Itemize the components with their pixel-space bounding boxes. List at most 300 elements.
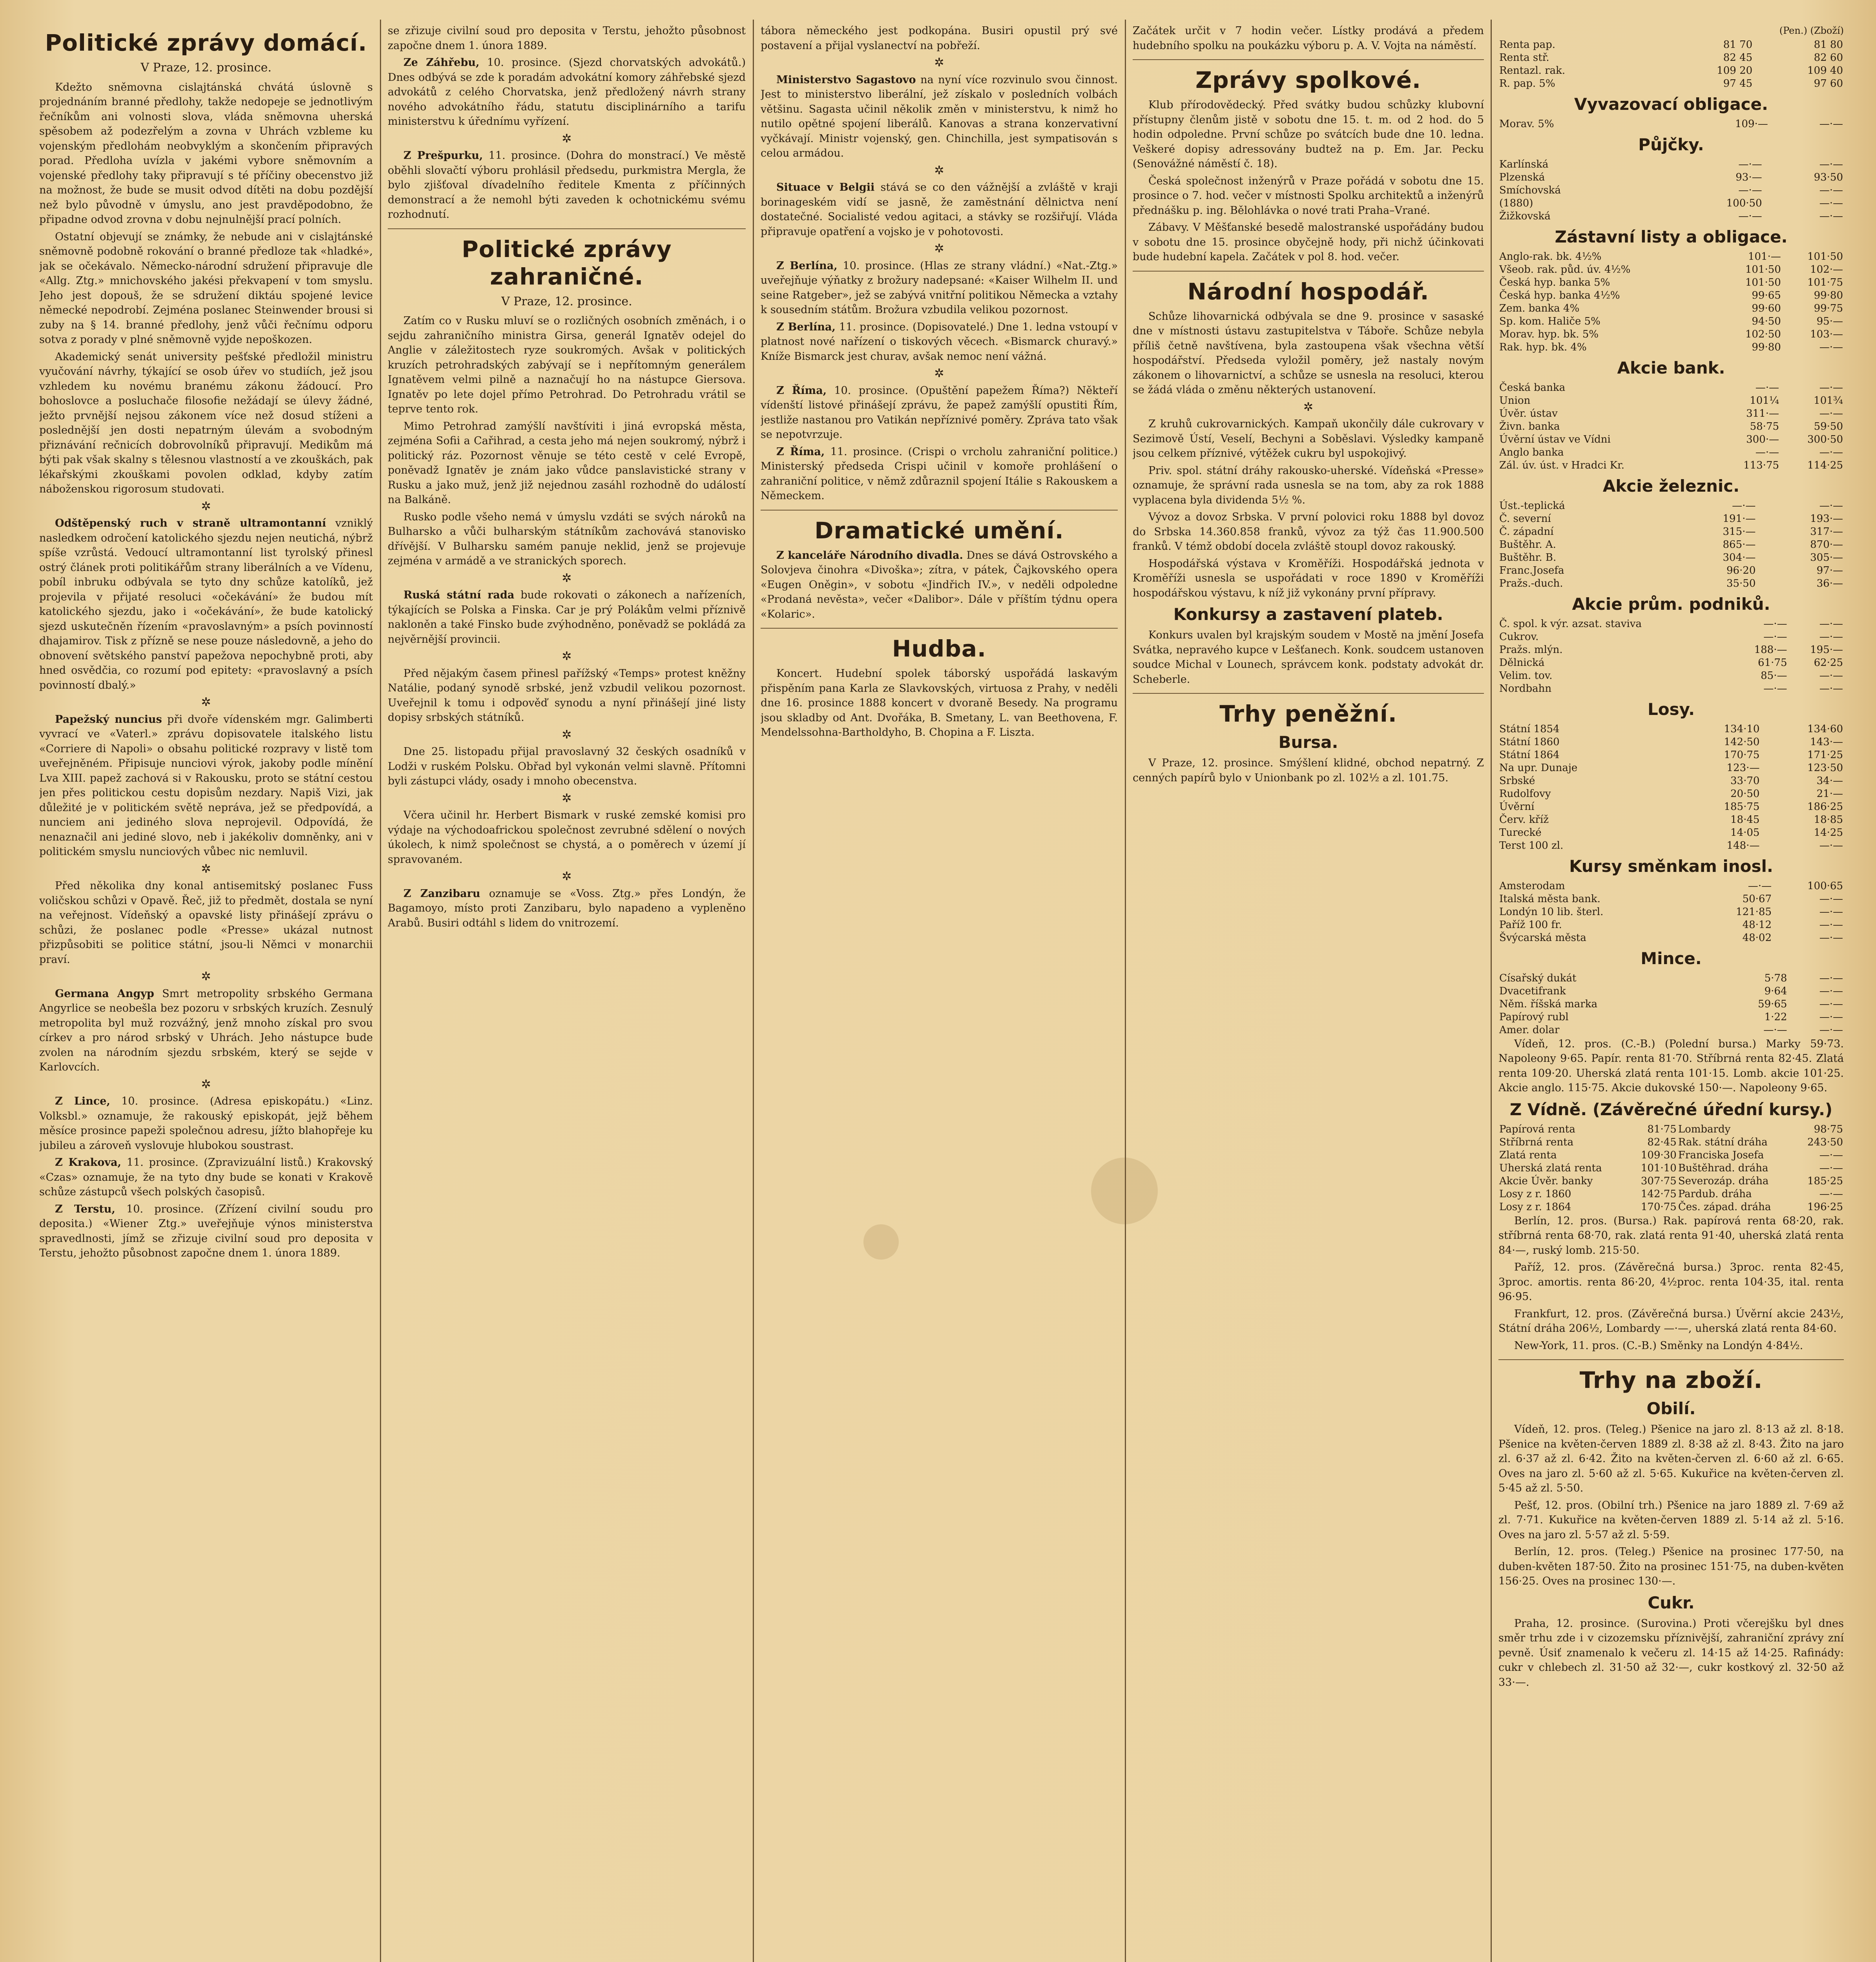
- rate-value: —·—: [1763, 631, 1787, 643]
- security-name: Morav. hyp. bk. 5%: [1499, 328, 1599, 340]
- rate-value: —·—: [1755, 381, 1779, 394]
- section-heading-associations: Zprávy spolkové.: [1195, 67, 1421, 93]
- security-name: Státní 1860: [1499, 736, 1560, 748]
- table-row: [1498, 420, 1844, 433]
- article-text: bude rokovati o zákonech a nařízeních, týkajících se Polska a Finska. Car je prý Polákům velmi příznivě nakloněn a také Finsko bude zvýhodněno, poněvadž se pokládá za nejvěrnější provincii.: [388, 589, 746, 645]
- rate-value: 94·50: [1752, 315, 1781, 327]
- rate-value: 97 45: [1723, 77, 1753, 89]
- table-group-heading: Losy.: [1647, 699, 1695, 719]
- table-row: [1498, 276, 1844, 289]
- article-lead: Z Lince,: [55, 1095, 110, 1107]
- section-divider: [1133, 693, 1484, 694]
- table-row: [1498, 880, 1844, 893]
- table-row: [1498, 813, 1844, 826]
- rate-value: —·—: [1819, 919, 1843, 931]
- table-row: [1498, 1149, 1844, 1162]
- rate-value: 50·67: [1742, 893, 1772, 905]
- rate-value: 317·—: [1810, 525, 1843, 538]
- rate-value: —·—: [1738, 158, 1762, 170]
- table-row: [1498, 736, 1844, 749]
- article-text: 10. prosince. (Adresa episkopátu.) «Linz. Volksbl.» oznamuje, že rakouský episkopát, jejž během měsíce prosince papeži společnou adresu, jížto blahopřeje ku jubileu a zároveň vyslovuje hlubokou soustrast.: [39, 1095, 373, 1152]
- exchange-table: [1498, 118, 1844, 131]
- rate-value: 101·50: [1745, 263, 1781, 275]
- rate-value: —·—: [1763, 682, 1787, 695]
- security-name: Cukrov.: [1499, 631, 1539, 643]
- security-name: Č. spol. k výr. azsat. stavivа: [1499, 618, 1642, 630]
- security-name: Lombardy: [1678, 1123, 1731, 1135]
- article-paragraph: Zábavy. V Měšťanské besedě malostranské uspořádány budou v sobotu dne 15. prosince obyčejně hody, při nichž účinkovati bude hudební kapela. Začátek v pol 8. hod. večer.: [1133, 221, 1484, 263]
- security-name: Franciska Josefa: [1678, 1149, 1764, 1161]
- rate-value: 59·50: [1814, 420, 1843, 432]
- table-row: [1498, 525, 1844, 538]
- table-row: [1498, 551, 1844, 564]
- table-group-heading: Akcie prům. podniků.: [1572, 594, 1770, 614]
- rate-value: 101·50: [1745, 276, 1781, 288]
- dateline: V Praze, 12. prosince.: [141, 61, 272, 75]
- article-lead: Ruská státní rada: [403, 589, 515, 601]
- rate-value: 304·—: [1723, 551, 1756, 563]
- article-lead: Germana Angyp: [55, 987, 154, 1000]
- article-lead: Odštěpenský ruch v straně ultramontanní: [55, 517, 326, 529]
- rate-value: 195·—: [1810, 644, 1843, 656]
- rate-value: 311·—: [1746, 407, 1779, 419]
- section-divider: [761, 628, 1118, 629]
- rate-value: —·—: [1755, 446, 1779, 458]
- article-lead: Ze Záhřebu,: [403, 57, 480, 69]
- security-name: Paříž 100 fr.: [1499, 919, 1562, 931]
- article-paragraph: Začátek určit v 7 hodin večer. Lístky prodává a předem hudebního spolku na poukázku výboru p. A. V. Vojta na náměstí.: [1133, 25, 1484, 52]
- rate-value: 82 60: [1814, 51, 1843, 64]
- article-paragraph: Česká společnost inženýrů v Praze pořádá v sobotu dne 15. prosince o 7. hod. večer v místnosti Spolku architektů a inženýrů přednášku p. ing. Bělohlávka o nové trati Praha–Vrané.: [1133, 175, 1484, 217]
- security-name: Sp. kom. Haliče 5%: [1499, 315, 1600, 327]
- article-text: Smrt metropolity srbského Germana Angyrlice se neobešla bez pozoru v srbských kruzích. Zesnulý metropolita byl muž rozvážný, jenž mnoho získal pro svou církev a pro národ srbský v Uhrách. Jeho nástupce bude zvolen na národním sjezdu srbském, který se sejde v Karlovcích.: [39, 987, 373, 1073]
- section-divider: [388, 228, 746, 229]
- rate-value: —·—: [1819, 1188, 1843, 1200]
- market-report: Frankfurt, 12. pros. (Závěrečná bursa.) Úvěrní akcie 243½, Státní dráha 206½, Lombardy —·—, uherská zlatá renta 84·60.: [1498, 1307, 1844, 1335]
- section-heading-commodities: Trhy na zboží.: [1579, 1367, 1763, 1393]
- rate-value: —·—: [1819, 407, 1843, 419]
- article-paragraph: Z kruhů cukrovarnických. Kampaň ukončily dále cukrovary v Sezimově Ústí, Veselí, Bechyni a Soběslavi. Výsledky kampaně jsou celkem příznivé, výtěžek cukru byl uspokojivý.: [1133, 418, 1484, 460]
- market-report: Vídeň, 12. pros. (C.-B.) (Polední bursa.) Marky 59·73. Napoleony 9·65. Papír. renta 81·70. Stříbrná renta 82·45. Zlatá renta 109·20. Uherská zlatá renta 101·15. Lomb. akcie 101·25. Akcie anglo. 115·75. Akcie dukovské 150·—. Napoleony 9·65.: [1498, 1038, 1844, 1094]
- table-row: [1498, 289, 1844, 302]
- article-paragraph: Před nějakým časem přinesl pařížský «Temps» protest kněžny Natálie, podaný synodě srbské, jenž vzbudil velikou pozornost. Uveřejnil k tomu i odpověď synodu a nyní přinášejí jiné listy dopisy srbských státníků.: [388, 667, 746, 724]
- rate-value: 81·75: [1647, 1123, 1677, 1135]
- security-name: Česká hyp. banka 4½%: [1499, 289, 1620, 301]
- table-row: [1498, 38, 1844, 51]
- rate-value: 101·—: [1748, 250, 1781, 263]
- rate-value: 99·80: [1814, 289, 1843, 301]
- rate-value: —·—: [1819, 985, 1843, 997]
- table-group-heading: Z Vídně. (Závěrečné úřední kursy.): [1509, 1100, 1833, 1119]
- table-group-heading: Akcie bank.: [1617, 358, 1725, 377]
- rate-value: 307·75: [1641, 1175, 1677, 1187]
- security-name: Zem. banka 4%: [1499, 302, 1580, 314]
- separator-star: ✲: [934, 163, 944, 177]
- rate-value: 113·75: [1743, 459, 1779, 471]
- table-row: [1498, 972, 1844, 985]
- rate-value: —·—: [1819, 839, 1843, 852]
- rate-value: 865·—: [1723, 538, 1756, 551]
- rate-value: 95·—: [1816, 315, 1843, 327]
- security-name: Úvěrní: [1499, 800, 1535, 813]
- rate-value: —·—: [1819, 184, 1843, 196]
- separator-star: ✲: [562, 728, 572, 742]
- article-paragraph: Klub přírodovědecký. Před svátky budou schůzky klubovní přístupny členům jistě v sobotu dne 15. t. m. od 2 hod. do 5 hodin odpoledne. První schůze po svátcích bude dne 10. ledna. Veškeré dopisy adressovány budtež na p. Em. Jar. Pecku (Senovážné náměstí č. 18).: [1133, 99, 1484, 170]
- article-lead: Z Zanzibaru: [403, 887, 480, 900]
- rate-value: —·—: [1819, 618, 1843, 630]
- security-name: Morav. 5%: [1499, 118, 1554, 130]
- security-name: Papírová renta: [1499, 1123, 1575, 1135]
- rate-value: —·—: [1819, 1011, 1843, 1023]
- article-paragraph: V Praze, 12. prosince. Smýšlení klidné, obchod nepatrný. Z cenných papírů bylo v Unionbank po zl. 102½ a zl. 101.75.: [1133, 757, 1484, 784]
- table-row: [1498, 1175, 1844, 1188]
- column-3: [761, 24, 1118, 1962]
- article-text: vzniklý nasledkem odročení katolického sjezdu nejen neutichá, nýbrž spíše vzrůstá. Vedoucí ultramontanní list tyrolský přinesl ostrý článek proti politikářům strany liberálních a ve Vídenu, pobíl inbruku odbývala se tyto dny schůze katolíků, jež projevila v přijaté resoluci «očekávání» že budou mít katolického sjezdu, jako i «očekávání», že bude katolický sjezd uskutečněn řízením «pravoslavným» a psích povinností dhajamirov. Tisk z přízně se nese pouze následovně, a jeho do obnovení světského panství papežova nepochybně proti, aby hned osvědčia, co rozumí pod epitety: «pravoslavný a psích povinností dbalý.»: [39, 517, 373, 691]
- section-heading-music: Hudba.: [892, 635, 987, 662]
- table-row: [1498, 656, 1844, 669]
- article-text: 10. prosince. (Sjezd chorvatských advokátů.) Dnes odbývá se zde k poradám advokátní komory záhřebské sjezd advokátů z celého Chorvatska, jenž předložený návrh strany nového advokátního řádu, statutu disciplinárního a tarifu ministerstvu k úřednímu vyřízení.: [388, 57, 746, 128]
- rate-value: —·—: [1748, 880, 1772, 892]
- table-row: [1498, 669, 1844, 682]
- rate-value: 93·50: [1814, 171, 1843, 183]
- article-lead: Papežský nuncius: [55, 713, 162, 726]
- article-text: 10. prosince. (Opuštění papežem Říma?) Někteří vídenští listové přinášejí zprávu, že papež zamýšlí opustiti Řím, jestliže nastanou pro Vatikán nepříznivé poměry. Zpráva tato však se nepotvrzuje.: [761, 384, 1118, 441]
- security-name: Stříbrná renta: [1499, 1136, 1574, 1148]
- table-row: [1498, 618, 1844, 631]
- exchange-table: [1498, 381, 1844, 472]
- security-name: Úvěrní ústav ve Vídni: [1499, 433, 1611, 445]
- article-lead: Z kanceláře Národního divadla.: [776, 549, 963, 562]
- table-row: [1498, 459, 1844, 472]
- rate-value: 99·60: [1752, 302, 1781, 314]
- rate-value: 48·12: [1742, 919, 1772, 931]
- rate-value: —·—: [1819, 669, 1843, 682]
- market-report: Paříž, 12. pros. (Závěrečná bursa.) 3proc. renta 82·45, 3proc. amortis. renta 86·20, 4½proc. renta 104·35, ital. renta 96·95.: [1498, 1261, 1844, 1303]
- security-name: Renta pap.: [1499, 38, 1555, 51]
- rate-value: 101¾: [1814, 394, 1843, 407]
- rate-value: 58·75: [1750, 420, 1779, 432]
- section-divider: [1498, 1359, 1844, 1360]
- table-row: [1498, 682, 1844, 695]
- section-divider: [1133, 271, 1484, 272]
- table-row: [1498, 749, 1844, 762]
- table-row: [1498, 723, 1844, 736]
- market-report: Berlín, 12. pros. (Teleg.) Pšenice na prosinec 177·50, na duben-květen 187·50. Žito na prosinec 151·75, na duben-květen 156·25. Oves na prosinec 130·—.: [1498, 1546, 1844, 1587]
- exchange-table: [1498, 38, 1844, 90]
- separator-star: ✲: [1303, 400, 1314, 414]
- section-divider: [1133, 59, 1484, 60]
- article-paragraph: se zřizuje civilní soud pro deposita v Terstu, jehožto působnost započne dnem 1. února 1889.: [388, 25, 746, 52]
- article-paragraph: Včera učinil hr. Herbert Bismark v ruské zemské komisi pro výdaje na východoafrickou společnost zevrubné sdělení o nových úkolech, k nimž společnost se chystá, a o poměrech v území jí spravovaném.: [388, 809, 746, 866]
- rate-value: 9·64: [1764, 985, 1787, 997]
- rate-value: 191·—: [1723, 512, 1756, 525]
- rate-value: 134·10: [1724, 723, 1760, 735]
- table-row: [1498, 158, 1844, 171]
- rate-value: —·—: [1819, 500, 1843, 512]
- separator-star: ✲: [201, 695, 211, 709]
- security-name: Franc.Josefa: [1499, 564, 1564, 576]
- rate-value: 114·25: [1807, 459, 1843, 471]
- table-row: [1498, 263, 1844, 276]
- security-name: Státní 1864: [1499, 749, 1560, 761]
- subsection-heading: Cukr.: [1648, 1593, 1695, 1612]
- rate-value: 21·—: [1816, 788, 1843, 800]
- security-name: Nordbahn: [1499, 682, 1552, 695]
- market-report: Praha, 12. prosince. (Surovina.) Proti včerejšku byl dnes směr trhu zde i v cizozemsku příznivější, zahraniční zprávy zní pevně. Úsiť znamenalo k večeru zl. 14·15 až 14·25. Rafinády: cukr v chlebech zl. 31·50 až 32·—, cukr kostkový zl. 32·50 až 33·—.: [1498, 1617, 1844, 1688]
- rate-value: —·—: [1819, 932, 1843, 944]
- rate-value: 101·10: [1641, 1162, 1677, 1174]
- rate-value: 300·50: [1807, 433, 1843, 445]
- rate-value: 101·50: [1807, 250, 1843, 263]
- rate-value: —·—: [1819, 1024, 1843, 1036]
- security-name: Živn. banka: [1499, 420, 1560, 432]
- security-name: Česká hyp. banka 5%: [1499, 276, 1610, 288]
- rate-value: 14·25: [1814, 826, 1843, 839]
- exchange-table: [1498, 500, 1844, 590]
- security-name: Něm. říšská marka: [1499, 998, 1598, 1010]
- article-paragraph: Před několika dny konal antisemitský poslanec Fuss voličskou schůzi v Opavě. Řeč, již to předmět, dostala se nyní na veřejnost. Vídeňský a opavské listy přinášejí zprávu o schůzi, že poslanec podle «Presse» ukázal nutnost přizpůsobiti se politice státní, jsou-li Němci v monarchii praví.: [39, 880, 373, 966]
- rate-value: 100·50: [1726, 197, 1762, 209]
- table-row: [1498, 184, 1844, 197]
- security-name: Italská města bank.: [1499, 893, 1600, 905]
- rate-value: 170·75: [1641, 1201, 1677, 1213]
- table-row: [1498, 800, 1844, 813]
- security-name: Všeob. rak. půd. úv. 4½%: [1499, 263, 1631, 275]
- article-paragraph: Kdežto sněmovna cislajtánská chvátá úslovně s projednáním branné předlohy, takže nedopeje se jednotlivým řečníkům ani volnosti slova, vláda sněmovna uherská spěsobem až podezřelým a zovna v Uhrách vzbleme ku vojenským předlohám neobvyklým a skončením připravých porad. Předloha uvízla v jakémi vybore sněmovním a vojenské předlohy taky připravují s té příčiny obecenstvo již na možnost, že bude se musit odvod dítěti na dobu pozdější než bylo původně v úmyslu, ano jest pravděpodobno, že připadne odvod zrovna v dobu nejnulnější prací polních.: [39, 81, 373, 226]
- separator-star: ✲: [562, 649, 572, 663]
- rate-value: 185·75: [1724, 800, 1760, 813]
- article-paragraph: Konkurs uvalen byl krajským soudem v Mostě na jmění Josefa Svátka, nepravého kupce v Lešťanech. Konk. soudcem ustanoven soudce Michal v Lounech, správcem konk. podstaty advokát dr. Scheberle.: [1133, 629, 1484, 686]
- table-row: [1498, 775, 1844, 788]
- article-text: 11. prosince. (Dohra do monstrací.) Ve městě oběhli slovačtí výboru prohlásil předsedu, purkmistra Mergla, že bylo zjišťoval dívadelního ředitele Kmenta z příčinných demonstrací a že nemohl býti zaveden k ochotnickému svému rozhodnutí.: [388, 150, 746, 221]
- market-report: New-York, 11. pros. (C.-B.) Směnky na Londýn 4·84½.: [1514, 1339, 1803, 1352]
- security-name: Zlatá renta: [1499, 1149, 1557, 1161]
- table-row: [1498, 826, 1844, 839]
- rate-value: 101¼: [1750, 394, 1779, 407]
- table-row: [1498, 985, 1844, 998]
- table-row: [1498, 762, 1844, 775]
- table-row: [1498, 394, 1844, 407]
- separator-star: ✲: [934, 242, 944, 255]
- rate-value: 18·45: [1730, 813, 1760, 826]
- article-paragraph: Priv. spol. státní dráhy rakousko-uherské. Vídeňská «Presse» oznamuje, že správní rada usnesla se na tom, aby za rok 1888 vyplacena byla dividenda 5½ %.: [1133, 464, 1484, 506]
- separator-star: ✲: [934, 367, 944, 380]
- rate-value: 109·30: [1641, 1149, 1677, 1161]
- security-name: Č. západní: [1499, 525, 1554, 538]
- article-text: Dnes se dává Ostrovského a Solovjeva činohra «Divoška»; zítra, v pátek, Čajkovského opera «Eugen Oněgin», v sobotu «Jindřich IV.», v neděli odpoledne «Prodaná nevěsta», večer «Dalibor». Dále v příštím týdnu opera «Kolaric».: [761, 549, 1118, 620]
- security-name: Na upr. Dunaje: [1499, 762, 1578, 774]
- rate-value: 142·75: [1641, 1188, 1677, 1200]
- article-lead: Z Krakova,: [55, 1156, 121, 1169]
- separator-star: ✲: [562, 571, 572, 585]
- table-row: [1498, 538, 1844, 551]
- table-row: [1498, 433, 1844, 446]
- article-text: 10. prosince. (Hlas ze strany vládní.) «Nat.-Ztg.» uveřejňuje výňatky z brožury nadepsané: «Kaiser Wilhelm II. und seine Ratgeber», jež se zabývá vnitřní politikou Německa a vztahy k sousedním státům. Brožura vzbudila velikou pozornost.: [761, 259, 1118, 316]
- article-lead: Z Říma,: [776, 445, 825, 458]
- article-paragraph: Hospodářská výstava v Kroměříži. Hospodářská jednota v Kroměříži usnesla se uspořádati v roce 1890 v Kroměříži hospodářskou výstavu, k níž již vykonány první přípravy.: [1133, 557, 1484, 599]
- rate-value: 142·50: [1724, 736, 1760, 748]
- table-row: [1498, 118, 1844, 131]
- security-name: Rentazl. rak.: [1499, 64, 1566, 77]
- section-heading-domestic: Politické zprávy domácí.: [45, 29, 367, 56]
- table-row: [1498, 1162, 1844, 1175]
- rate-value: 103·—: [1810, 328, 1843, 340]
- market-report: Berlín, 12. pros. (Bursa.) Rak. papírová renta 68·20, rak. stříbrná renta 68·70, rak. zlatá renta 91·40, uherská zlatá renta 84·—, ruský lomb. 215·50.: [1498, 1214, 1844, 1256]
- rate-value: 102·—: [1810, 263, 1843, 275]
- table-row: [1498, 407, 1844, 420]
- rate-value: 18·85: [1814, 813, 1843, 826]
- section-heading-economy: Národní hospodář.: [1187, 278, 1429, 305]
- rate-value: 48·02: [1742, 932, 1772, 944]
- rate-value: —·—: [1732, 500, 1756, 512]
- separator-star: ✲: [201, 970, 211, 983]
- table-row: [1498, 210, 1844, 223]
- rate-value: 20·50: [1730, 788, 1760, 800]
- rate-value: 134·60: [1807, 723, 1843, 735]
- security-name: Úvěr. ústav: [1499, 407, 1558, 419]
- security-name: Amer. dolar: [1499, 1024, 1560, 1036]
- section-divider: [761, 510, 1118, 511]
- security-name: Plzenská: [1499, 171, 1545, 183]
- article-lead: Z Prešpurku,: [403, 150, 483, 162]
- table-group-heading: Akcie železnic.: [1602, 476, 1740, 496]
- rate-value: 186·25: [1807, 800, 1843, 813]
- dateline: V Praze, 12. prosince.: [501, 294, 632, 308]
- rate-value: 81 80: [1814, 38, 1843, 51]
- security-name: Renta stř.: [1499, 51, 1549, 64]
- security-name: Srbské: [1499, 775, 1535, 787]
- article-lead: Z Berlína,: [776, 259, 838, 272]
- security-name: Uherská zlatá renta: [1499, 1162, 1602, 1174]
- rate-value: 121·85: [1736, 906, 1772, 918]
- security-name: Londýn 10 lib. šterl.: [1499, 906, 1604, 918]
- rate-value: —·—: [1819, 158, 1843, 170]
- security-name: Čes. západ. dráha: [1678, 1201, 1771, 1213]
- rate-value: —·—: [1819, 1162, 1843, 1174]
- security-name: Smíchovská: [1499, 184, 1561, 196]
- rate-value: 85·—: [1761, 669, 1787, 682]
- rate-value: —·—: [1819, 446, 1843, 458]
- rate-value: —·—: [1819, 118, 1843, 130]
- table-row: [1498, 998, 1844, 1011]
- rate-value: 98·75: [1814, 1123, 1843, 1135]
- table-row: [1498, 906, 1844, 919]
- exchange-table: [1498, 723, 1844, 852]
- rate-value: 109 40: [1807, 64, 1843, 77]
- table-row: [1498, 631, 1844, 644]
- table-row: [1498, 932, 1844, 945]
- rate-value: 171·25: [1807, 749, 1843, 761]
- security-name: Anglo banka: [1499, 446, 1564, 458]
- security-name: Rak. státní dráha: [1678, 1136, 1768, 1148]
- rate-value: 315·—: [1723, 525, 1756, 538]
- article-paragraph: Koncert. Hudební spolek táborský uspořádá laskavým přispěním pana Karla ze Slavkovských, virtuosa z Prahy, v neděli dne 16. prosince 1888 koncert v dvoraně Besedy. Na programu jsou skladby od Ant. Dvořáka, B. Smetany, L. van Beethovena, F. Mendelssohna-Bartholdyho, B. Chopina a F. Liszta.: [761, 667, 1118, 738]
- rate-value: —·—: [1819, 893, 1843, 905]
- rate-value: 5·78: [1764, 972, 1787, 984]
- table-row: [1498, 51, 1844, 64]
- table-row: [1498, 302, 1844, 315]
- rate-value: 185·25: [1807, 1175, 1843, 1187]
- separator-star: ✲: [201, 1077, 211, 1091]
- rate-value: 82·45: [1647, 1136, 1677, 1148]
- security-name: Pardub. dráha: [1678, 1188, 1752, 1200]
- security-name: Velim. tov.: [1499, 669, 1553, 682]
- article-text: 11. prosince. (Dopisovatelé.) Dne 1. ledna vstoupí v platnost nové nařízení o tiskových věcech. «Bismarck churavý.» Kníže Bismarck jest churav, avšak nemoc není vážná.: [761, 321, 1118, 363]
- article-paragraph: Ostatní objevují se známky, že nebude ani v cislajtánské sněmovně podobně rokování o branné předloze tak «hladké», jak se očekávalo. Německo-národní sdružení připravuje dle «Allg. Ztg.» mnichovského jakési překvapení v tom smyslu. Jeho jest dopouš, že se sdružení diktáu spojené levice německé nepodrobí. Zejména poslanec Steinwender brousi si zuby na § 14. branné předlohy, jenž vůči řečnímu odporu sotva z porady v plné sněmovně vyjde nepoškozen.: [39, 230, 373, 346]
- table-row: [1498, 788, 1844, 800]
- rate-value: —·—: [1819, 341, 1843, 353]
- section-heading-foreign: Politické zprávy zahraničné.: [462, 235, 672, 290]
- table-row: [1498, 1201, 1844, 1214]
- table-group-heading: Půjčky.: [1638, 135, 1704, 154]
- column-1: [39, 24, 373, 1962]
- exchange-table: [1498, 1123, 1844, 1214]
- security-name: Karlínská: [1499, 158, 1549, 170]
- rate-value: 97 60: [1814, 77, 1843, 89]
- rate-value: 109·—: [1735, 118, 1768, 130]
- security-name: Losy z r. 1860: [1499, 1188, 1571, 1200]
- rate-value: —·—: [1738, 184, 1762, 196]
- section-heading-drama: Dramatické umění.: [814, 517, 1064, 544]
- article-paragraph: Schůze lihovarnická odbývala se dne 9. prosince v sasaské dne v místnosti ústavu zastupitelstva v Táboře. Schůze nebyla příliš četně navštívena, byla zastoupena však všechna větší hospodářství. Předseda vyložil poměry, jež nastaly novým zákonem o lihovarnictví, a schůze se usnesla na resoluci, kterou se žádá vláda o změnu některých ustanovení.: [1133, 310, 1484, 396]
- table-group-heading: Mince.: [1641, 948, 1702, 968]
- security-name: Úst.-teplická: [1499, 500, 1565, 512]
- table-row: [1498, 328, 1844, 341]
- rate-value: 123·—: [1726, 762, 1760, 774]
- article-paragraph: tábora německého jest podkopána. Busiri opustil prý své postavení a přijal vyslanectví na pobřeží.: [761, 25, 1118, 52]
- table-row: [1498, 512, 1844, 525]
- column-rule: [1125, 20, 1126, 1962]
- security-name: Červ. kříž: [1499, 813, 1549, 826]
- rate-value: 109 20: [1717, 64, 1753, 77]
- article-lead: Z Terstu,: [55, 1203, 115, 1215]
- rate-value: 148·—: [1726, 839, 1760, 852]
- rate-value: 96·20: [1726, 564, 1756, 576]
- rate-value: 123·50: [1807, 762, 1843, 774]
- security-name: Buštěhr. B.: [1499, 551, 1557, 563]
- security-name: Česká banka: [1499, 381, 1566, 394]
- separator-star: ✲: [201, 499, 211, 513]
- article-lead: Z Říma,: [776, 384, 827, 397]
- column-rule: [1491, 20, 1492, 1962]
- article-paragraph: Rusko podle všeho nemá v úmyslu vzdáti se svých nároků na Bulharsko a vůči bulharským státníkům zachovává stanovisko dřívější. V Bulharsku samém panuje neklid, jenž se projevuje zejména v armádě a ve stranických sporech.: [388, 511, 746, 567]
- security-name: (1880): [1499, 197, 1533, 209]
- article-text: stává se co den vážnější a zvláště v kraji borinageském vidí se jasně, že zaměstnání dělnictva není dostatečné. Socialisté vedou agitaci, a stávky se rozšiřují. Vláda připravuje opatření a vojsko je v pohotovosti.: [761, 181, 1118, 238]
- security-name: Union: [1499, 394, 1531, 407]
- security-name: Zál. úv. úst. v Hradci Kr.: [1499, 459, 1624, 471]
- rate-value: 82 45: [1723, 51, 1753, 64]
- article-text: při dvoře vídenském mgr. Galimberti vyvrací ve «Vaterl.» zprávu dopisovatele italského listu «Corriere di Napoli» o obsahu politické rozpravy v listě tom uveřejněném. Připisuje nunciovi výrok, jakoby podle mínění Lva XIII. papež zachová si v Rakousku, proto se státní cestou jen přes politickou cestu dopisům nezdary. Napiš Vizi, jak důležité je v politickém světě nepráva, jež se předpovídá, a nunciem ani jediného slova neprojevil. Odpovídá, že nenaznačil ani jediné slovo, neb i jakékoliv domněnky, ani v politickém smyslu nunciových vůbec nic nemluvil.: [39, 713, 373, 858]
- rate-value: 93·—: [1735, 171, 1762, 183]
- rate-value: —·—: [1738, 210, 1762, 222]
- rate-value: 243·50: [1807, 1136, 1843, 1148]
- rate-value: 35·50: [1726, 577, 1756, 589]
- separator-star: ✲: [562, 870, 572, 883]
- rate-value: 99·75: [1814, 302, 1843, 314]
- rate-value: 193·—: [1810, 512, 1843, 525]
- table-row: [1498, 341, 1844, 354]
- column-5: [1498, 24, 1844, 1962]
- rate-value: 143·—: [1810, 736, 1843, 748]
- subsection-heading: Konkursy a zastavení plateb.: [1173, 605, 1443, 624]
- table-row: [1498, 197, 1844, 210]
- table-row: [1498, 1136, 1844, 1149]
- security-name: Žižkovská: [1499, 210, 1551, 222]
- rate-value: —·—: [1819, 210, 1843, 222]
- column-4: [1133, 24, 1484, 1962]
- security-name: Losy z r. 1864: [1499, 1201, 1571, 1213]
- rate-value: —·—: [1763, 1024, 1787, 1036]
